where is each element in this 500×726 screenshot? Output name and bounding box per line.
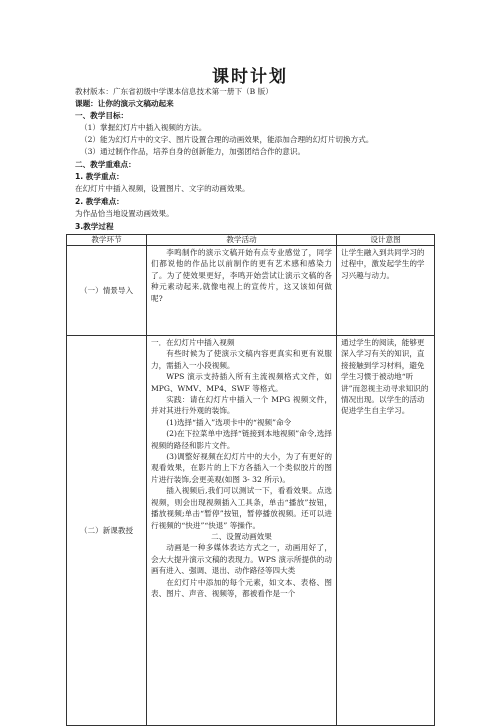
activity-paragraph: WPS 演示支持插入所有主流视频格式文件，如 MPG、WMV、MP4、SWF 等格式。 xyxy=(151,372,332,393)
activity-paragraph: 动画是一种多媒体表达方式之一，动画用好了，会大大提升演示文稿的表现力。WPS 演示所提供的动画有进入、强调、退出、动作路径等四大类 xyxy=(151,543,332,576)
activity-paragraph: (1)选择“插入”选项卡中的“视频”命令 xyxy=(166,417,292,427)
difficulty-text: 为作品恰当地设置动画效果。 xyxy=(75,209,174,218)
activity-cell xyxy=(147,246,337,336)
objective-1: （1）掌握幻灯片中插入视频的方法。 xyxy=(80,123,207,132)
activity-paragraph: 有些时候为了使演示文稿内容更真实和更有说服力，需插入一小段视频。 xyxy=(151,349,332,370)
page-title: 课时计划 xyxy=(212,67,288,87)
activity-cell xyxy=(147,336,337,726)
stage-cell: （二）新课教授 xyxy=(67,336,147,726)
activity-paragraph: (3)调整好视频在幻灯片中的大小，为了有更好的观看效果，在影片的上下方各插入一个类似胶片的图片进行装饰,会更美观(如图 3- 32 所示)。 xyxy=(151,452,332,484)
activity-paragraph: 实践：请在幻灯片中插入一个 MPG 视频文件，并对其进行外观的装饰。 xyxy=(151,395,332,416)
objective-2: （2）能为幻灯片中的文字、图片设置合理的动画效果，能添加合理的幻灯片切换方式。 xyxy=(80,135,374,144)
key-point-text: 在幻灯片中插入视频，设置图片、文字的动画效果。 xyxy=(75,184,250,193)
activity-paragraph: (2)在下拉菜单中选择“链接到本地视频”命令,选择视频的路径和影片文件。 xyxy=(151,429,332,450)
table-header-row xyxy=(67,235,435,246)
activity-paragraph: 一．在幻灯片中插入视频 xyxy=(151,338,235,347)
objectives-heading: 一、教学目标： xyxy=(75,111,129,120)
focus-heading: 二、教学重难点： xyxy=(75,160,136,169)
activity-paragraph: 二、设置动画效果 xyxy=(211,531,272,541)
process-table xyxy=(66,234,435,726)
header-activity: 教学活动 xyxy=(147,235,337,246)
key-point-heading: 1. 教学重点： xyxy=(75,172,124,181)
lesson-topic: 课题：让你的演示文稿动起来 xyxy=(75,99,174,108)
intent-cell: 通过学生的阅读，能够更深入学习有关的知识，直接接触到学习材料，避免学生习惯于被动地“听讲”而忽视主动寻求知识的情况出现。以学生的活动促进学生自主学习。 xyxy=(337,336,435,726)
table-row xyxy=(67,336,435,726)
header-intent: 设计意图 xyxy=(337,235,435,246)
activity-paragraph: 李鸣制作的演示文稿开始有点专业感觉了，同学们都说他的作品比以前制作的更有艺术感和感染力了。为了使效果更好，李鸣开始尝试让演示文稿的各种元素动起来,就像电视上的宣传片，这又该如何做呢? xyxy=(151,248,332,303)
objective-3: （3）通过制作作品，培养自身的创新能力，加强团结合作的意识。 xyxy=(80,147,306,156)
stage-cell: （一）情景导入 xyxy=(67,246,147,336)
activity-paragraph: 在幻灯片中添加的每个元素，如文本、表格、图表、图片、声音、视频等，都被看作是一个 xyxy=(151,577,332,598)
difficulty-heading: 2. 教学难点： xyxy=(75,197,124,206)
header-stage: 教学环节 xyxy=(67,235,147,246)
activity-paragraph: 插入视频后,我们可以测试一下，看看效果。点选视频，则会出现视频插入工具条，单击“播放”按钮，播放视频;单击“暂停”按钮，暂停播放视频。还可以进行视频的“快进”“快退” 等操作。 xyxy=(151,486,332,530)
intent-cell: 让学生融入到共同学习的过程中，激发起学生的学习兴趣与动力。 xyxy=(337,246,435,336)
process-heading: 3.教学过程 xyxy=(75,222,114,231)
table-row xyxy=(67,246,435,336)
textbook-edition: 教材版本：广东省初级中学课本信息技术第一册下（B 版） xyxy=(75,87,273,96)
